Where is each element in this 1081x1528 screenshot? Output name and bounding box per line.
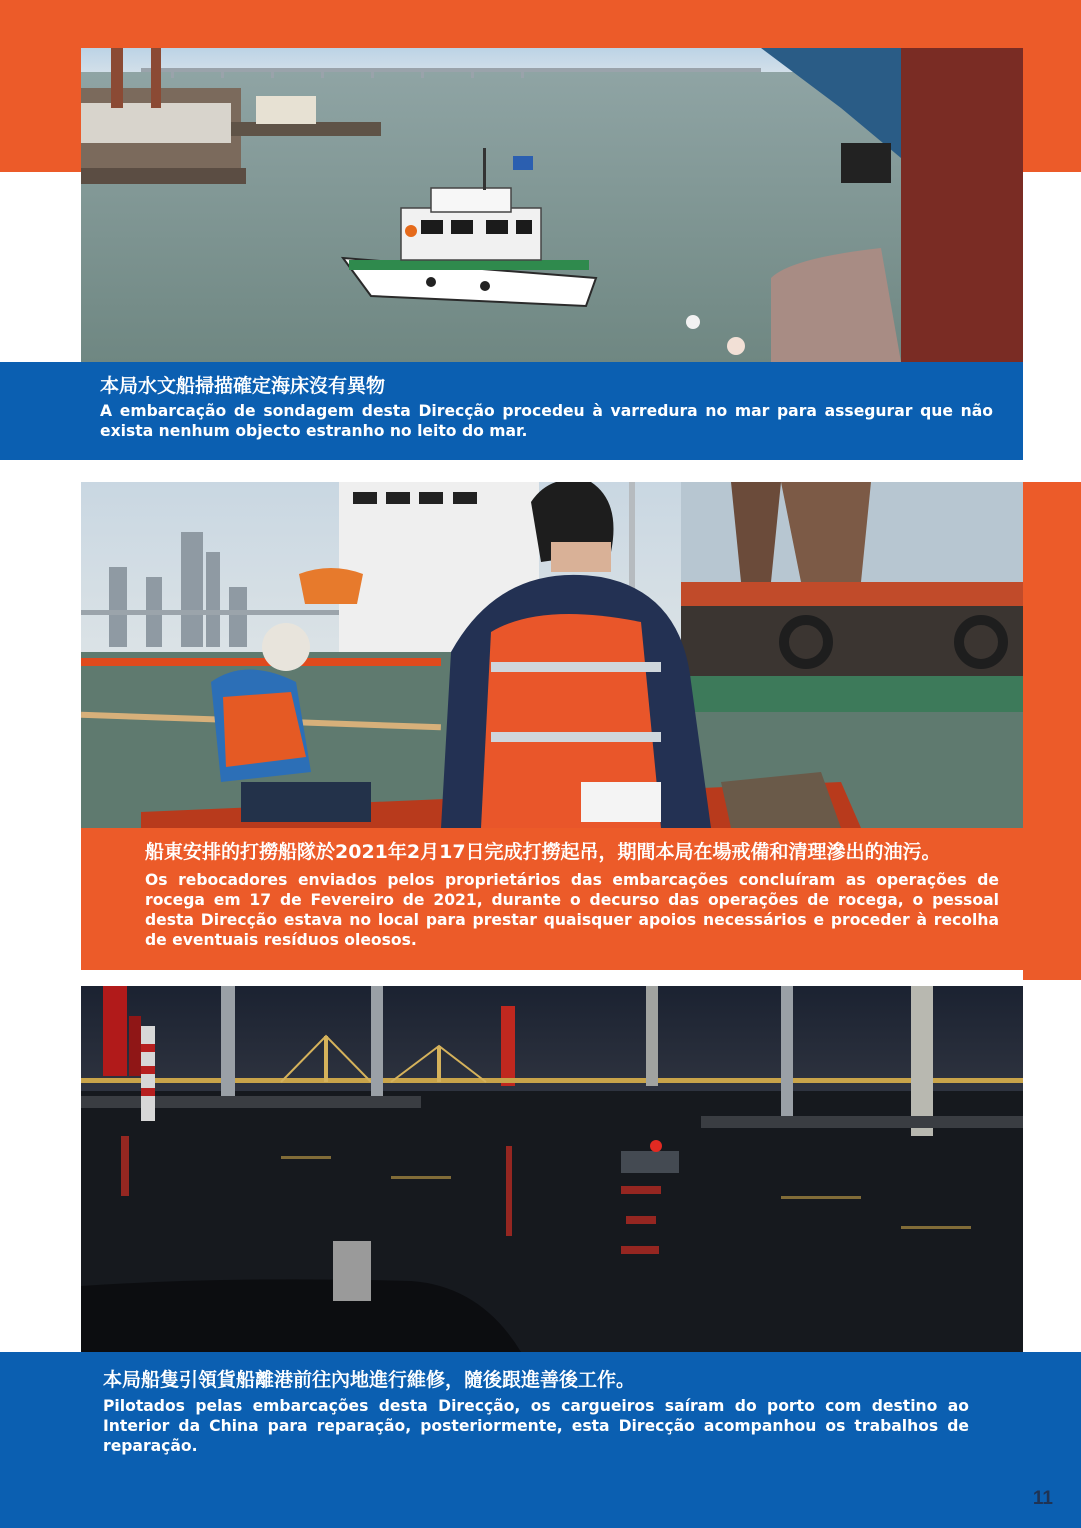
page-number: 11 [1032,1488,1053,1509]
caption-2-portuguese: Os rebocadores enviados pelos proprietários das embarcações concluíram as operações de rocega em 17 de Fevereiro de 2021, durante o decurso das operações de rocega, o pessoal desta Direcção estava no local para prestar quaisquer apoios necessários e proceder à recolha de eventuais resíduos oleosos. [145,871,999,949]
photo-night-harbour [81,986,1023,1352]
caption-3-chinese: 本局船隻引領貨船離港前往內地進行維修，隨後跟進善後工作。 [103,1369,636,1391]
salvage-crew-illustration [81,482,1023,828]
right-orange-strip-gap [1023,172,1081,482]
caption-1-portuguese: A embarcação de sondagem desta Direcção procedeu à varredura no mar para assegurar que não exista nenhum objecto estranho no leito do mar. [100,402,993,440]
caption-box-2 [81,828,1081,970]
caption-3-portuguese: Pilotados pelas embarcações desta Direcção, os cargueiros saíram do porto com destino ao Interior da China para reparação, posteriormente, esta Direcção acompanhou os trabalhos de reparação. [103,1397,969,1455]
caption-box-1 [0,362,1023,460]
caption-1-chinese: 本局水文船掃描確定海床沒有異物 [100,375,386,397]
photo-survey-boat [81,48,1023,362]
caption-box-3 [0,1352,1081,1472]
photo-salvage-crew [81,482,1023,828]
survey-boat-illustration [81,48,1023,362]
caption-2-chinese: 船東安排的打撈船隊於2021年2月17日完成打撈起吊，期間本局在場戒備和清理滲出的油污。 [145,841,941,863]
night-harbour-illustration [81,986,1023,1352]
